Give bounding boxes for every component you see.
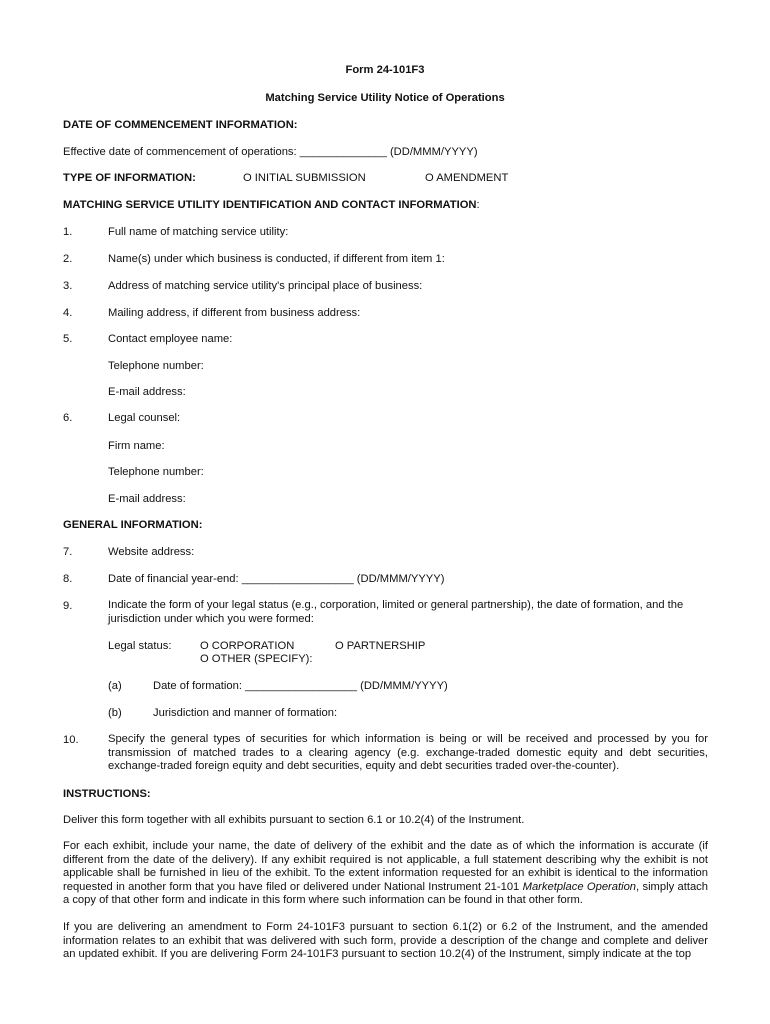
counsel-email-label: E-mail address: [108,493,186,505]
item-7-text: Website address: [108,546,195,558]
item-number: 2. [63,253,73,265]
item-number: 6. [63,412,73,424]
item-1-text: Full name of matching service utility: [108,226,289,238]
item-9-text: Indicate the form of your legal status (e.g., corporation, limited or general partnership), the date of formation, and the jurisdiction under which you were formed: [108,599,684,625]
item-2-text: Name(s) under which business is conducted, if different from item 1: [108,253,445,265]
item-number: 4. [63,307,73,319]
p2-text-a: For each exhibit, include your name, the date of delivery of the exhibit and the date as of which the information is accurate (if different from the date of the delivery). If any exhibit required is not applicable, a full statement describing why the exhibit is not applicable shall be furnished in lieu of the exhibit. To the extent information requested for an exhibit is identical to the information requested in another form that you have filed or delivered under National Instrument 21-101 [63,840,708,893]
sub-item-a-text: Date of formation: __________________ (DD/MMM/YYYY) [153,680,448,692]
option-initial-submission: O INITIAL SUBMISSION [243,172,366,184]
sub-item-b-text: Jurisdiction and manner of formation: [153,707,338,719]
general-information-heading: GENERAL INFORMATION: [63,519,203,531]
option-other: O OTHER (SPECIFY): [200,653,313,665]
item-10-text: Specify the general types of securities for which information is being or will be received and processed by you for transmission of matched trades to a clearing agency (e.g. exchange-traded domestic equity and debt securities, exchange-traded foreign equity and debt securities, equity and debt securities traded over-the-counter). [108,733,708,773]
item-6-text: Legal counsel: [108,412,181,424]
item-number: 1. [63,226,73,238]
sub-item-b-label: (b) [108,707,122,719]
contact-email-label: E-mail address: [108,386,186,398]
form-title: Matching Service Utility Notice of Operations [265,92,505,104]
commencement-heading: DATE OF COMMENCEMENT INFORMATION: [63,119,298,131]
item-4-text: Mailing address, if different from business address: [108,307,361,319]
item-8-text: Date of financial year-end: __________________ (DD/MMM/YYYY) [108,573,445,585]
option-amendment: O AMENDMENT [425,172,509,184]
instructions-paragraph-1: Deliver this form together with all exhibits pursuant to section 6.1 or 10.2(4) of the Instrument. [63,814,525,826]
option-corporation: O CORPORATION [200,640,295,652]
effective-date-line: Effective date of commencement of operations: ______________ (DD/MMM/YYYY) [63,146,478,158]
item-number: 7. [63,546,73,558]
instructions-heading: INSTRUCTIONS: [63,788,151,800]
item-number: 3. [63,280,73,292]
identification-heading [63,198,480,212]
item-number: 8. [63,573,73,585]
legal-status-label: Legal status: [108,640,172,652]
counsel-telephone-label: Telephone number: [108,466,204,478]
type-of-information-label: TYPE OF INFORMATION: [63,172,196,184]
item-number: 10. [63,734,79,746]
identification-heading-text: MATCHING SERVICE UTILITY IDENTIFICATION AND CONTACT INFORMATION [63,199,477,211]
item-5-text: Contact employee name: [108,333,233,345]
counsel-firm-label: Firm name: [108,440,165,452]
contact-telephone-label: Telephone number: [108,360,204,372]
sub-item-a-label: (a) [108,680,122,692]
identification-heading-colon: : [476,199,480,211]
instructions-paragraph-2 [63,840,708,908]
form-number: Form 24-101F3 [345,64,425,76]
p2-text-b: , simply attach a copy of that other form and indicate in this form where such information can be found in that other form. [63,880,708,907]
item-number: 5. [63,333,73,345]
item-3-text: Address of matching service utility's principal place of business: [108,280,423,292]
option-partnership: O PARTNERSHIP [335,640,426,652]
item-number: 9. [63,600,73,612]
instructions-paragraph-3: If you are delivering an amendment to Form 24-101F3 pursuant to section 6.1(2) or 6.2 of the Instrument, and the amended information relates to an exhibit that was delivered with such form, provide a description of the change and complete and deliver an updated exhibit. If you are delivering Form 24-101F3 pursuant to section 10.2(4) of the Instrument, simply indicate at the top [63,921,708,961]
p2-italic-title: Marketplace Operation [522,880,637,893]
